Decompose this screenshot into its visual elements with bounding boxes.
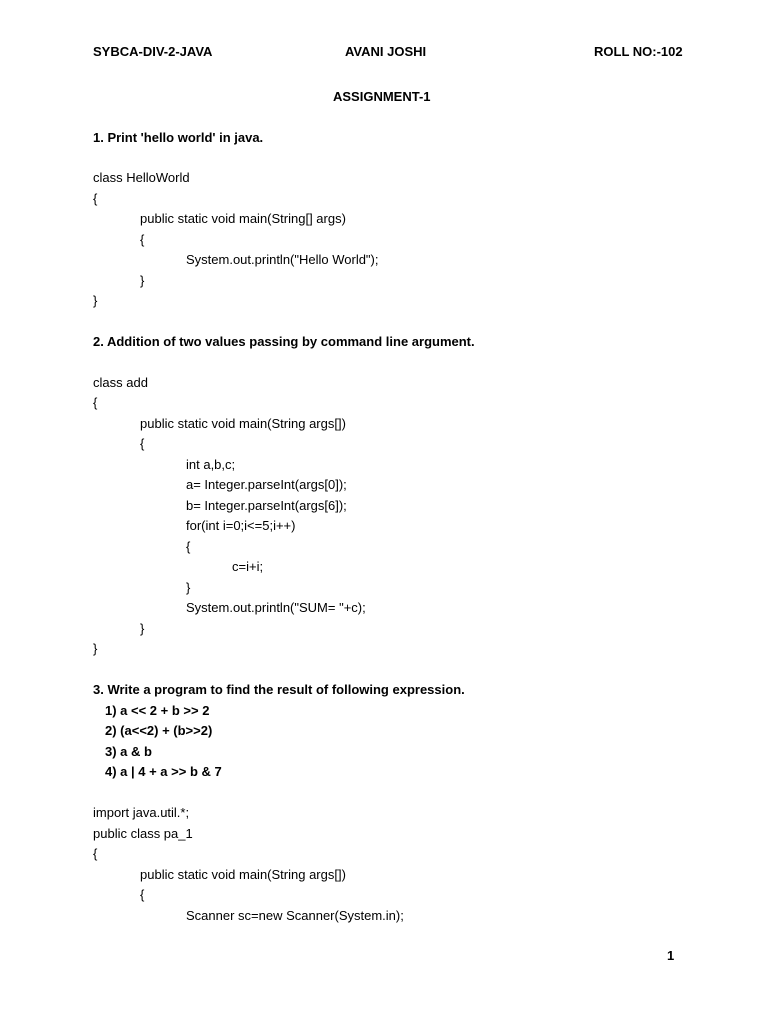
question-3-heading: 3. Write a program to find the result of following expression. [93,682,465,697]
code-line: System.out.println("Hello World"); [186,252,379,267]
code-line: } [140,273,145,288]
question-2-heading: 2. Addition of two values passing by command line argument. [93,334,475,349]
page-number: 1 [667,948,675,963]
expression-item: 2) (a<<2) + (b>>2) [105,723,213,738]
question-1-heading: 1. Print 'hello world' in java. [93,130,264,145]
code-line: public class pa_1 [93,826,193,841]
header-roll-no: ROLL NO:-102 [594,44,683,59]
code-line: { [140,887,145,902]
code-line: System.out.println("SUM= "+c); [186,600,366,615]
code-line: Scanner sc=new Scanner(System.in); [186,908,404,923]
code-line: import java.util.*; [93,805,190,820]
code-line: public static void main(String args[]) [140,416,346,431]
header-name: AVANI JOSHI [345,44,427,59]
code-line: } [93,641,98,656]
code-line: c=i+i; [232,559,264,574]
assignment-title: ASSIGNMENT-1 [333,89,431,104]
header-course: SYBCA-DIV-2-JAVA [93,44,213,59]
code-line: { [140,436,145,451]
code-line: public static void main(String args[]) [140,867,346,882]
code-line: public static void main(String[] args) [140,211,346,226]
code-line: { [186,539,191,554]
code-line: } [186,580,191,595]
expression-item: 1) a << 2 + b >> 2 [105,703,210,718]
code-line: { [93,191,98,206]
code-line: } [140,621,145,636]
expression-item: 4) a | 4 + a >> b & 7 [105,764,222,779]
code-line: b= Integer.parseInt(args[6]); [186,498,347,513]
code-line: } [93,293,98,308]
code-line: { [93,395,98,410]
code-line: for(int i=0;i<=5;i++) [186,518,296,533]
code-line: class add [93,375,148,390]
code-line: a= Integer.parseInt(args[0]); [186,477,347,492]
expression-item: 3) a & b [105,744,152,759]
code-line: { [93,846,98,861]
code-line: { [140,232,145,247]
code-line: int a,b,c; [186,457,236,472]
code-line: class HelloWorld [93,170,190,185]
